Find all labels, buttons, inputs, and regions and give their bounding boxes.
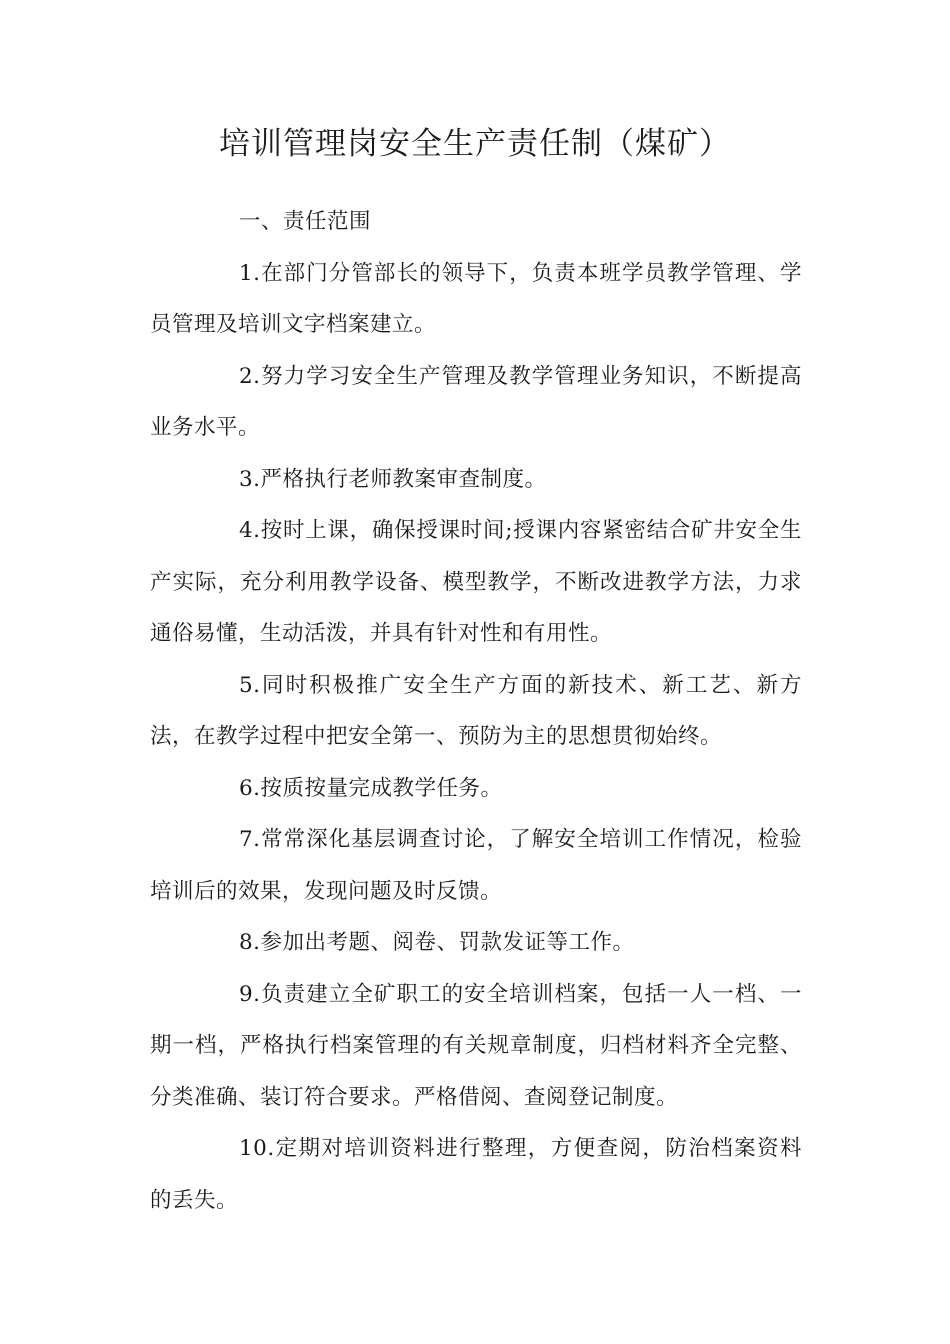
list-item: 9.负责建立全矿职工的安全培训档案，包括一人一档、一期一档，严格执行档案管理的有关规章制度，归档材料齐全完整、分类准确、装订符合要求。严格借阅、查阅登记制度。 <box>150 981 802 1110</box>
list-item: 3.严格执行老师教案审查制度。 <box>239 466 547 492</box>
list-item: 4.按时上课，确保授课时间;授课内容紧密结合矿井安全生产实际，充分利用教学设备、模型教学，不断改进教学方法，力求通俗易懂，生动活泼，并具有针对性和有用性。 <box>150 518 802 646</box>
list-item: 8.参加出考题、阅卷、罚款发证等工作。 <box>239 930 635 955</box>
document-body <box>150 196 802 1226</box>
section-heading: 一、责任范围 <box>239 209 372 234</box>
list-item: 6.按质按量完成教学任务。 <box>239 775 503 801</box>
list-item: 5.同时积极推广安全生产方面的新技术、新工艺、新方法，在教学过程中把安全第一、预防为主的思想贯彻始终。 <box>150 672 802 749</box>
list-item: 1.在部门分管部长的领导下，负责本班学员教学管理、学员管理及培训文字档案建立。 <box>150 260 802 337</box>
list-item: 2.努力学习安全生产管理及教学管理业务知识，不断提高业务水平。 <box>150 363 802 440</box>
document-title: 培训管理岗安全生产责任制（煤矿） <box>219 126 731 162</box>
list-item: 7.常常深化基层调查讨论，了解安全培训工作情况，检验培训后的效果，发现问题及时反馈。 <box>150 827 802 904</box>
list-item: 10.定期对培训资料进行整理，方便查阅，防治档案资料的丢失。 <box>150 1136 802 1213</box>
